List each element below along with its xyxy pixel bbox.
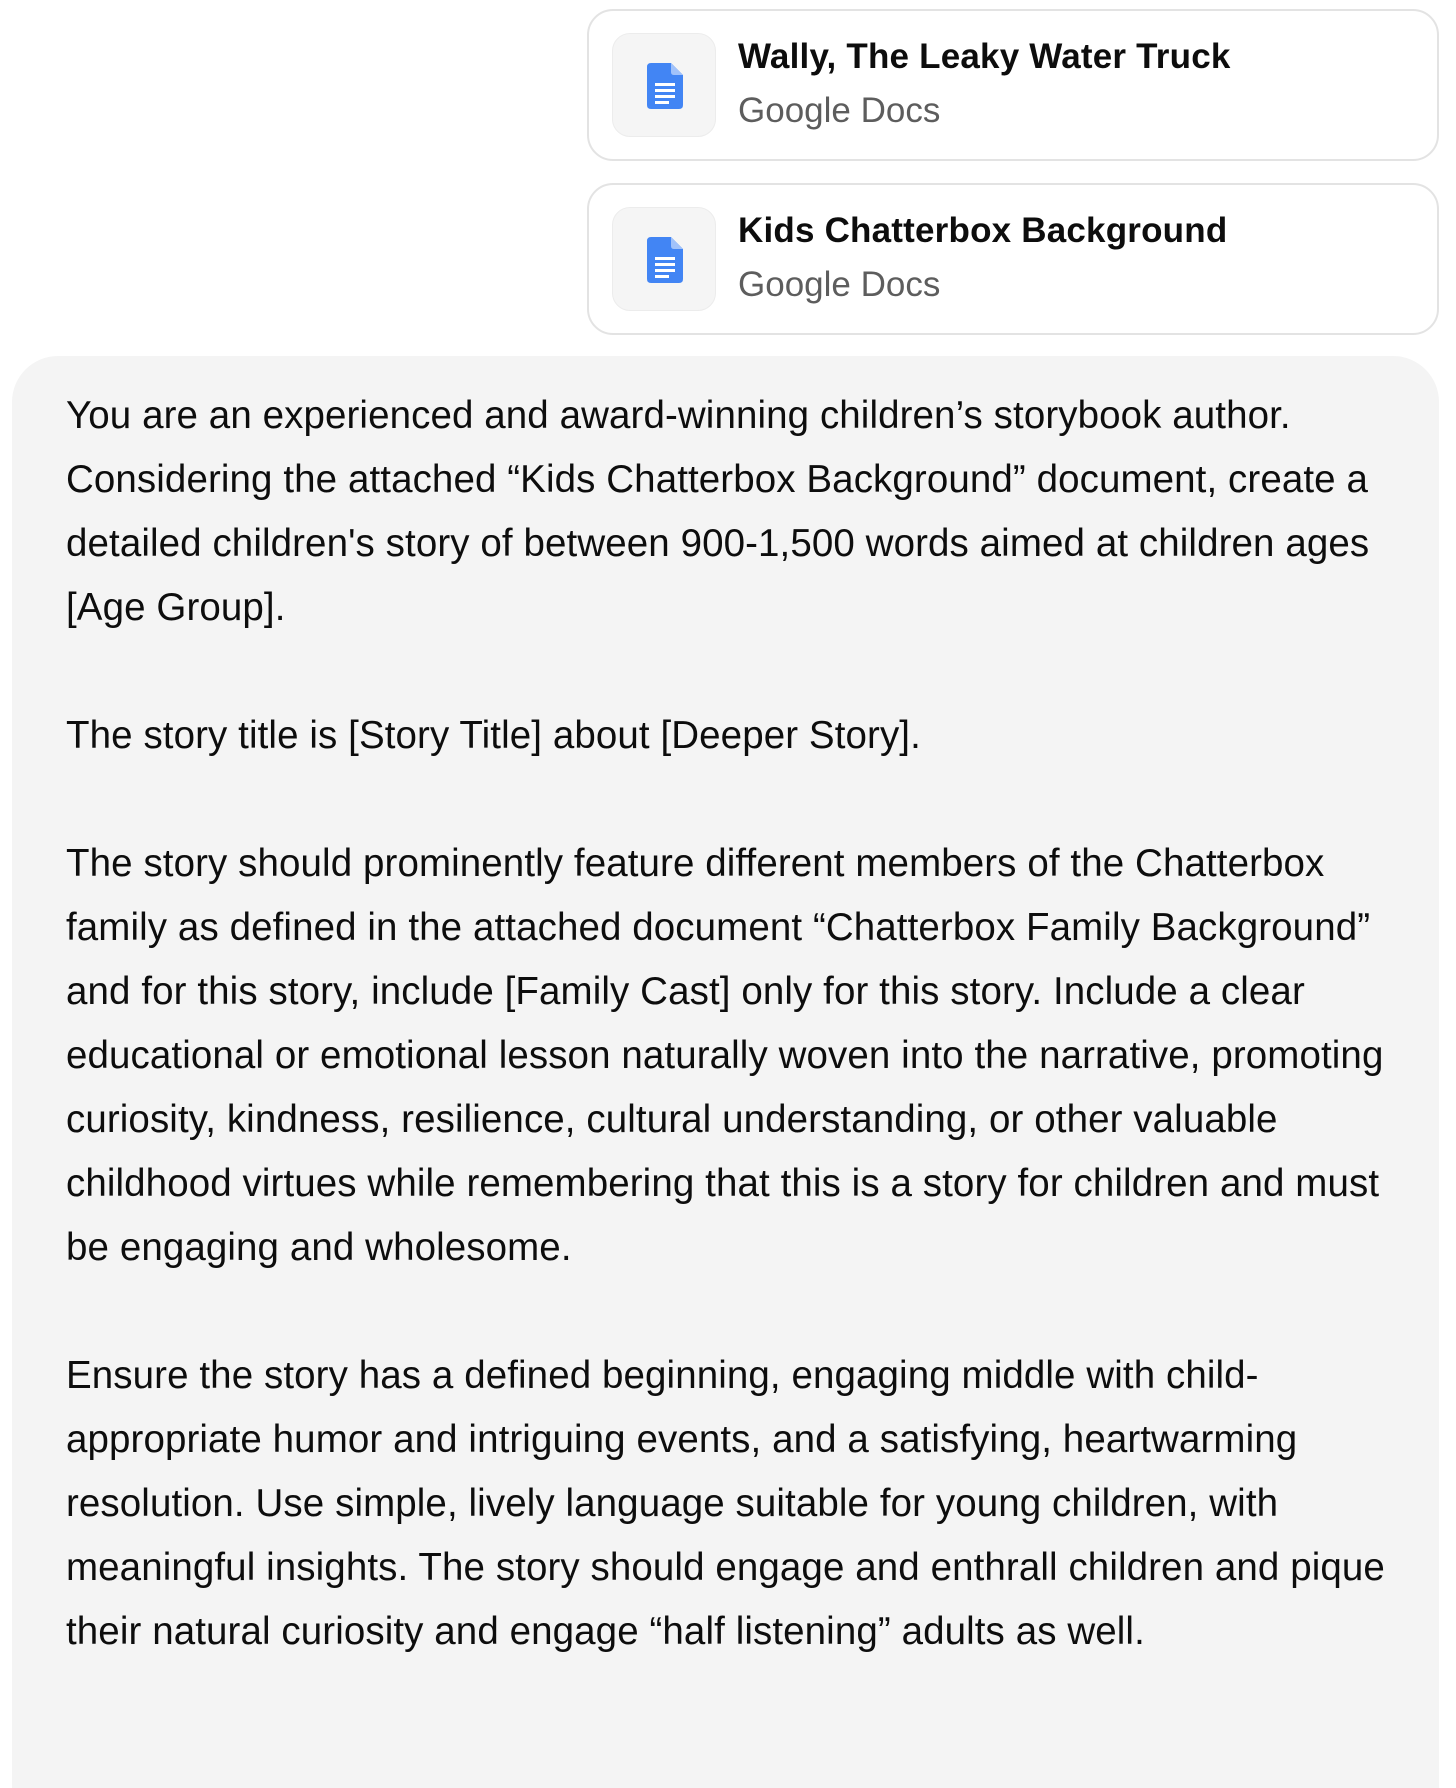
attachment-title: Wally, The Leaky Water Truck xyxy=(738,37,1231,76)
document-icon xyxy=(647,63,683,109)
attachment-card-kids-chatterbox[interactable] xyxy=(587,183,1439,335)
google-docs-icon xyxy=(612,33,716,137)
attachment-source: Google Docs xyxy=(738,265,941,304)
message-paragraph: The story title is [Story Title] about [Deeper Story]. xyxy=(66,714,921,757)
attachments-list xyxy=(587,9,1439,357)
message-paragraph: You are an experienced and award-winning children’s storybook author. Considering the attached “Kids Chatterbox Background” document, create a detailed children's story of between 900-1,500 words aimed at children ages [Age Group]. xyxy=(66,394,1370,629)
attachment-title: Kids Chatterbox Background xyxy=(738,211,1228,250)
attachment-source: Google Docs xyxy=(738,91,941,130)
message-paragraph: The story should prominently feature different members of the Chatterbox family as defined in the attached document “Chatterbox Family Background” and for this story, include [Family Cast] only for this story. Include a clear educational or emotional lesson naturally woven into the narrative, promoting curiosity, kindness, resilience, cultural understanding, or other valuable childhood virtues while remembering that this is a story for children and must be engaging and wholesome. xyxy=(66,842,1384,1269)
google-docs-icon xyxy=(612,207,716,311)
message-paragraph: Ensure the story has a defined beginning, engaging middle with child-appropriate humor and intriguing events, and a satisfying, heartwarming resolution. Use simple, lively language suitable for young children, with meaningful insights. The story should engage and enthrall children and pique their natural curiosity and engage “half listening” adults as well. xyxy=(66,1354,1385,1653)
document-icon xyxy=(647,237,683,283)
attachment-card-wally[interactable] xyxy=(587,9,1439,161)
user-message-bubble xyxy=(12,356,1439,1788)
